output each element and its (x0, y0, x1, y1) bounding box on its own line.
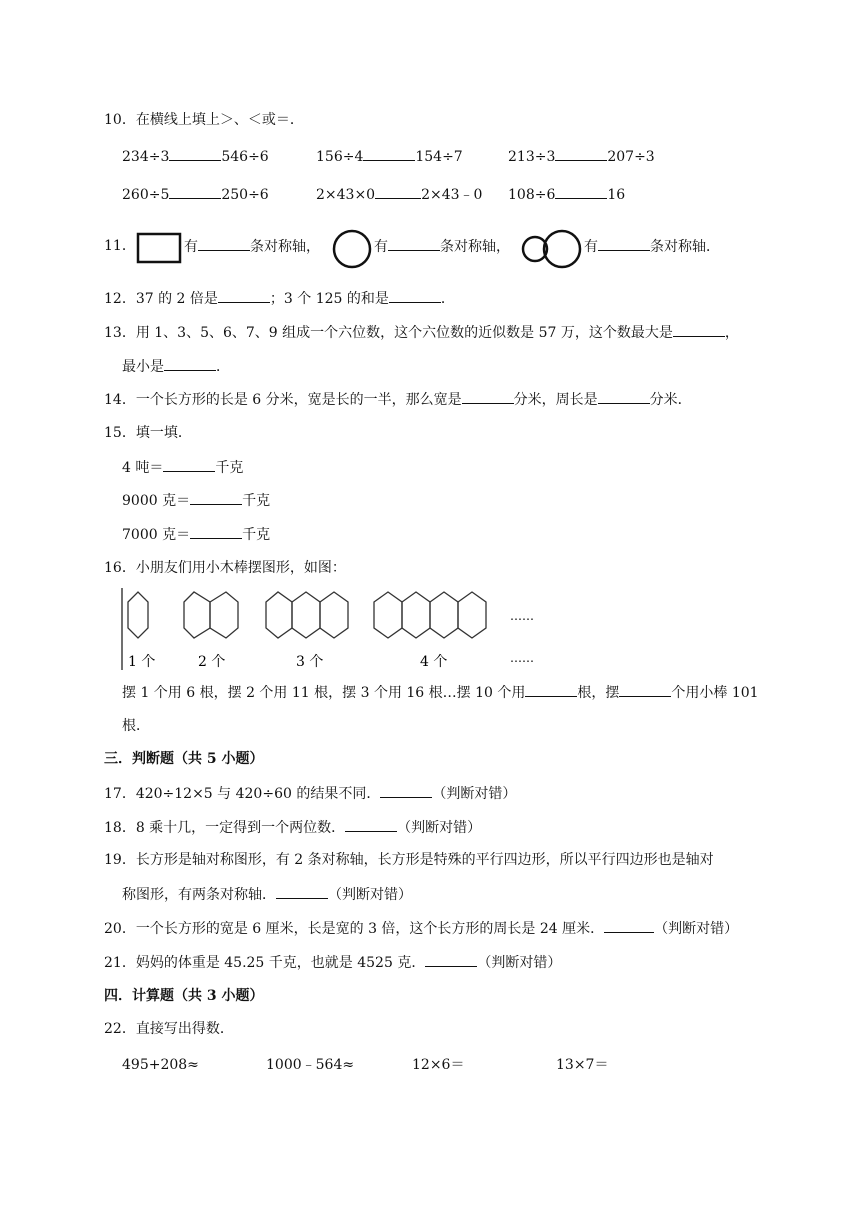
hexagon-group-3 (266, 592, 348, 638)
q19-hint: （判断对错） (328, 887, 412, 903)
q13-text-d: ． (216, 359, 230, 375)
hexagon-group-1 (128, 592, 148, 638)
q11-axis-label: 条对称轴， (250, 239, 320, 255)
answer-blank[interactable] (164, 356, 216, 371)
answer-blank[interactable] (363, 146, 415, 161)
pattern-label-4: 4 个 (420, 654, 448, 670)
q18-hint: （判断对错） (397, 820, 482, 836)
q15-right: 千克 (242, 527, 271, 543)
q18-text: 18．8 乘十几，一定得到一个两位数． (104, 820, 346, 836)
expr-left: 260÷5 (122, 187, 170, 203)
answer-blank[interactable] (619, 682, 671, 697)
q14-text-c: 分米． (649, 392, 692, 408)
q10-item-1 (122, 146, 269, 167)
q10-item-5 (316, 184, 482, 205)
expr-left: 234÷3 (122, 149, 170, 165)
answer-blank[interactable] (555, 146, 607, 161)
q11-part-3 (584, 236, 720, 257)
pattern-ellipsis-top: …… (510, 609, 534, 623)
q13-line1 (104, 322, 739, 343)
answer-blank[interactable] (555, 184, 607, 199)
answer-blank[interactable] (462, 389, 514, 404)
q14 (104, 389, 692, 410)
q15-item-1 (122, 457, 243, 478)
q19-line2 (122, 884, 412, 905)
pattern-label-1: 1 个 (128, 654, 156, 670)
hexagon-group-2 (184, 592, 238, 638)
answer-blank[interactable] (169, 146, 221, 161)
answer-blank[interactable] (388, 236, 440, 251)
expr-right: 154÷7 (415, 149, 463, 165)
pattern-label-3: 3 个 (296, 654, 324, 670)
q10-item-2 (316, 146, 463, 167)
q16-text-c: 个用小棒 101 (671, 685, 759, 701)
answer-blank[interactable] (525, 682, 577, 697)
q16-line2: 根． (122, 718, 150, 734)
q15-left: 7000 克＝ (122, 527, 191, 543)
q20 (104, 918, 738, 939)
q12 (104, 288, 455, 309)
q22-item-1: 495+208≈ (122, 1057, 199, 1073)
q19-line1: 19．长方形是轴对称图形，有 2 条对称轴，长方形是特殊的平行四边形，所以平行四边形也是轴对 (104, 852, 714, 868)
q22-item-2: 1000﹣564≈ (266, 1057, 355, 1073)
q17 (104, 783, 516, 804)
q10-item-3 (508, 146, 655, 167)
two-circles-figure (518, 227, 584, 271)
answer-blank[interactable] (163, 457, 215, 472)
hexagon-pattern-figure (118, 586, 538, 672)
expr-left: 2×43×0 (316, 187, 376, 203)
q15-right: 千克 (242, 493, 271, 509)
expr-right: 2×43﹣0 (421, 187, 483, 203)
q11-part-1 (184, 236, 320, 257)
q15-left: 4 吨＝ (122, 460, 164, 476)
answer-blank[interactable] (345, 817, 397, 832)
q10-stem: 10．在横线上填上＞、＜或＝． (104, 112, 304, 128)
q14-text-b: 分米，周长是 (513, 392, 598, 408)
answer-blank[interactable] (389, 288, 441, 303)
section-4-heading: 四．计算题（共 3 小题） (104, 988, 264, 1004)
answer-blank[interactable] (604, 918, 654, 933)
q15-item-2 (122, 490, 270, 511)
answer-blank[interactable] (276, 884, 328, 899)
q13-line2 (122, 356, 230, 377)
q15-item-3 (122, 524, 270, 545)
answer-blank[interactable] (380, 783, 432, 798)
q21-hint: （判断对错） (477, 955, 562, 971)
q22-item-3: 12×6＝ (412, 1057, 465, 1073)
answer-blank[interactable] (425, 952, 477, 967)
q22-stem: 22．直接写出得数． (104, 1021, 234, 1037)
pattern-ellipsis-bottom: …… (510, 651, 534, 665)
q11-part-2 (374, 236, 510, 257)
expr-left: 156÷4 (316, 149, 364, 165)
expr-right: 250÷6 (221, 187, 269, 203)
q10-item-6 (508, 184, 625, 205)
q13-text-b: ， (724, 325, 739, 341)
answer-blank[interactable] (169, 184, 221, 199)
q10-item-4 (122, 184, 269, 205)
expr-left: 213÷3 (508, 149, 556, 165)
q11-axis-end: 条对称轴． (650, 239, 720, 255)
answer-blank[interactable] (375, 184, 421, 199)
answer-blank[interactable] (198, 236, 250, 251)
q21 (104, 952, 561, 973)
rectangle-figure (134, 230, 184, 266)
q16-text-a: 摆 1 个用 6 根，摆 2 个用 11 根，摆 3 个用 16 根…摆 10 个用 (122, 685, 526, 701)
q11-has: 有 (374, 239, 388, 255)
q13-text-a: 13．用 1、3、5、6、7、9 组成一个六位数，这个六位数的近似数是 57 万，这个数最大是 (104, 325, 673, 341)
q17-hint: （判断对错） (432, 786, 517, 802)
q14-text-a: 14．一个长方形的长是 6 分米，宽是长的一半，那么宽是 (104, 392, 462, 408)
q20-text: 20．一个长方形的宽是 6 厘米，长是宽的 3 倍，这个长方形的周长是 24 厘米． (104, 921, 605, 937)
q15-right: 千克 (215, 460, 244, 476)
q22-item-4: 13×7＝ (556, 1057, 609, 1073)
q16-stem: 16．小朋友们用小木棒摆图形，如图： (104, 560, 346, 576)
q21-text: 21．妈妈的体重是 45.25 千克，也就是 4525 克． (104, 955, 426, 971)
expr-left: 108÷6 (508, 187, 556, 203)
q12-text-b: ；3 个 125 的和是 (269, 291, 389, 307)
answer-blank[interactable] (190, 524, 242, 539)
q15-left: 9000 克＝ (122, 493, 191, 509)
q11-has: 有 (584, 239, 598, 255)
q11-axis-label: 条对称轴， (440, 239, 510, 255)
expr-right: 207÷3 (607, 149, 655, 165)
q18 (104, 817, 481, 838)
circle-figure (330, 227, 374, 271)
answer-blank[interactable] (598, 236, 650, 251)
q12-text-a: 12．37 的 2 倍是 (104, 291, 218, 307)
q20-hint: （判断对错） (654, 921, 739, 937)
q12-text-c: ． (440, 291, 455, 307)
q15-stem: 15．填一填． (104, 425, 192, 441)
hexagon-group-4 (374, 592, 486, 638)
q11-number: 11． (104, 238, 136, 254)
answer-blank[interactable] (190, 490, 242, 505)
answer-blank[interactable] (598, 389, 650, 404)
pattern-label-2: 2 个 (198, 654, 226, 670)
q16-line1 (122, 682, 759, 703)
q13-text-c: 最小是 (122, 359, 164, 375)
section-3-heading: 三．判断题（共 5 小题） (104, 751, 264, 767)
answer-blank[interactable] (218, 288, 270, 303)
q17-text: 17．420÷12×5 与 420÷60 的结果不同． (104, 786, 381, 802)
expr-right: 546÷6 (221, 149, 269, 165)
answer-blank[interactable] (673, 322, 725, 337)
expr-right: 16 (607, 187, 626, 203)
q16-text-b: 根，摆 (577, 685, 620, 701)
q19-text-b: 称图形，有两条对称轴． (122, 887, 276, 903)
q11-has: 有 (184, 239, 198, 255)
